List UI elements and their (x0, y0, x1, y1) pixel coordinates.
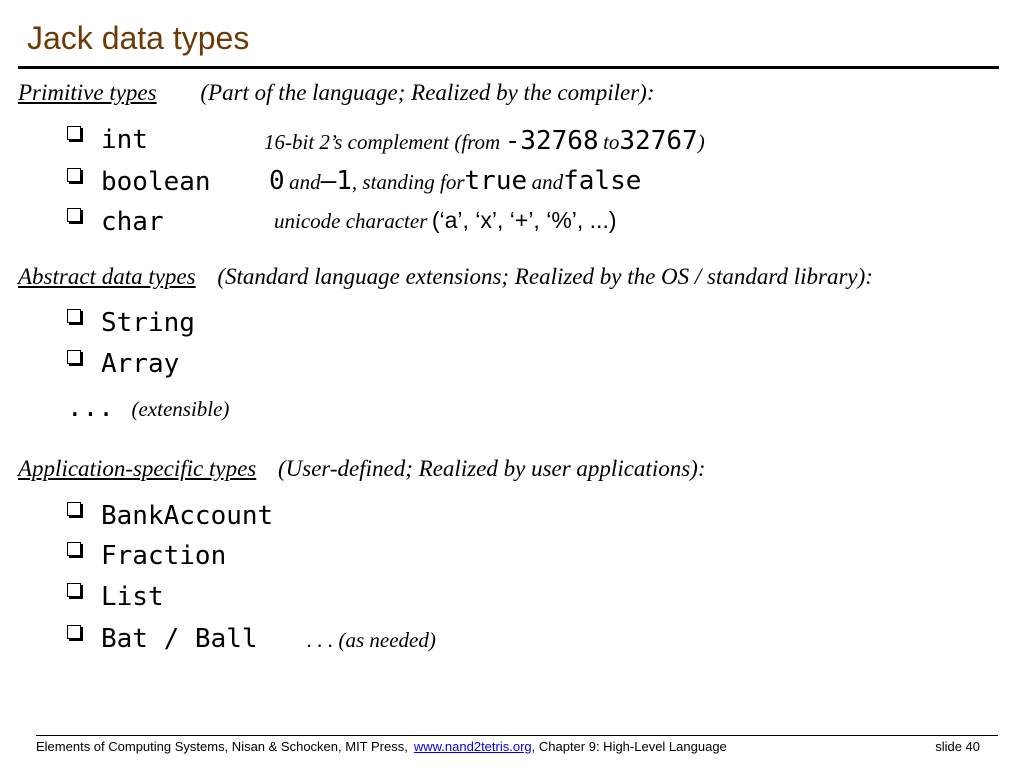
int-description (264, 126, 705, 156)
type-string: String (101, 308, 195, 338)
footer (36, 739, 998, 754)
extensible-note: (extensible) (131, 397, 230, 421)
char-examples: (‘a’, ‘x’, ‘+’, ‘%’, ...) (431, 207, 617, 233)
int-close: ) (697, 130, 705, 154)
application-types-heading: Application-specific types (18, 456, 257, 481)
type-list: List (101, 582, 164, 612)
abstract-ellipsis: ... (67, 393, 114, 423)
boolean-neg-one: –1 (320, 166, 352, 196)
square-bullet-icon (67, 126, 81, 140)
footer-divider (36, 735, 998, 736)
int-to: to (603, 130, 620, 154)
boolean-description (269, 166, 641, 196)
boolean-false: false (563, 166, 642, 196)
list-item-int (67, 124, 148, 155)
square-bullet-icon (67, 309, 81, 323)
square-bullet-icon (67, 502, 81, 516)
as-needed-note (307, 628, 436, 653)
list-item-fraction (67, 540, 226, 571)
list-item-array (67, 348, 179, 379)
square-bullet-icon (67, 168, 81, 182)
int-max: 32767 (619, 126, 698, 156)
square-bullet-icon (67, 208, 81, 222)
abstract-types-heading: Abstract data types (18, 264, 196, 289)
boolean-and-2: and (531, 170, 564, 194)
abstract-types-heading-row (18, 264, 873, 290)
list-item-string (67, 307, 195, 338)
boolean-standing-for: , standing for (351, 170, 465, 194)
char-desc-text: unicode character (274, 209, 428, 233)
title-divider (18, 66, 999, 69)
slide-title: Jack data types (27, 20, 250, 56)
primitive-types-note: (Part of the language; Realized by the compiler): (200, 80, 655, 105)
nand2tetris-link[interactable]: www.nand2tetris.org (413, 739, 532, 754)
list-item-bankaccount (67, 500, 273, 531)
type-bankaccount: BankAccount (101, 501, 274, 531)
extensible-row (67, 392, 229, 423)
square-bullet-icon (67, 625, 81, 639)
application-types-heading-row (18, 456, 705, 482)
type-int: int (101, 125, 148, 155)
boolean-zero: 0 (269, 166, 285, 196)
square-bullet-icon (67, 350, 81, 364)
int-min: -32768 (504, 126, 599, 156)
primitive-types-heading: Primitive types (18, 80, 157, 105)
type-fraction: Fraction (101, 541, 227, 571)
footer-credit: Elements of Computing Systems, Nisan & Schocken, MIT Press, (36, 739, 408, 754)
int-desc-text: 16-bit 2’s complement (from (264, 130, 501, 154)
list-item-list (67, 581, 164, 612)
type-array: Array (101, 349, 180, 379)
boolean-true: true (464, 166, 528, 196)
square-bullet-icon (67, 583, 81, 597)
footer-chapter: , Chapter 9: High-Level Language (531, 739, 727, 754)
type-boolean: boolean (101, 167, 211, 197)
list-item-boolean (67, 166, 211, 197)
square-bullet-icon (67, 542, 81, 556)
primitive-types-heading-row (18, 80, 655, 106)
list-item-bat-ball (67, 623, 258, 654)
slide-number: slide 40 (935, 739, 980, 754)
application-types-note: (User-defined; Realized by user applications): (277, 456, 706, 481)
char-description (274, 207, 617, 234)
boolean-and-1: and (289, 170, 321, 194)
type-char: char (101, 207, 164, 237)
as-needed-text: . . . (as needed) (307, 628, 436, 652)
list-item-char (67, 206, 164, 237)
type-bat-ball: Bat / Ball (101, 624, 258, 654)
abstract-types-note: (Standard language extensions; Realized by the OS / standard library): (217, 264, 873, 289)
